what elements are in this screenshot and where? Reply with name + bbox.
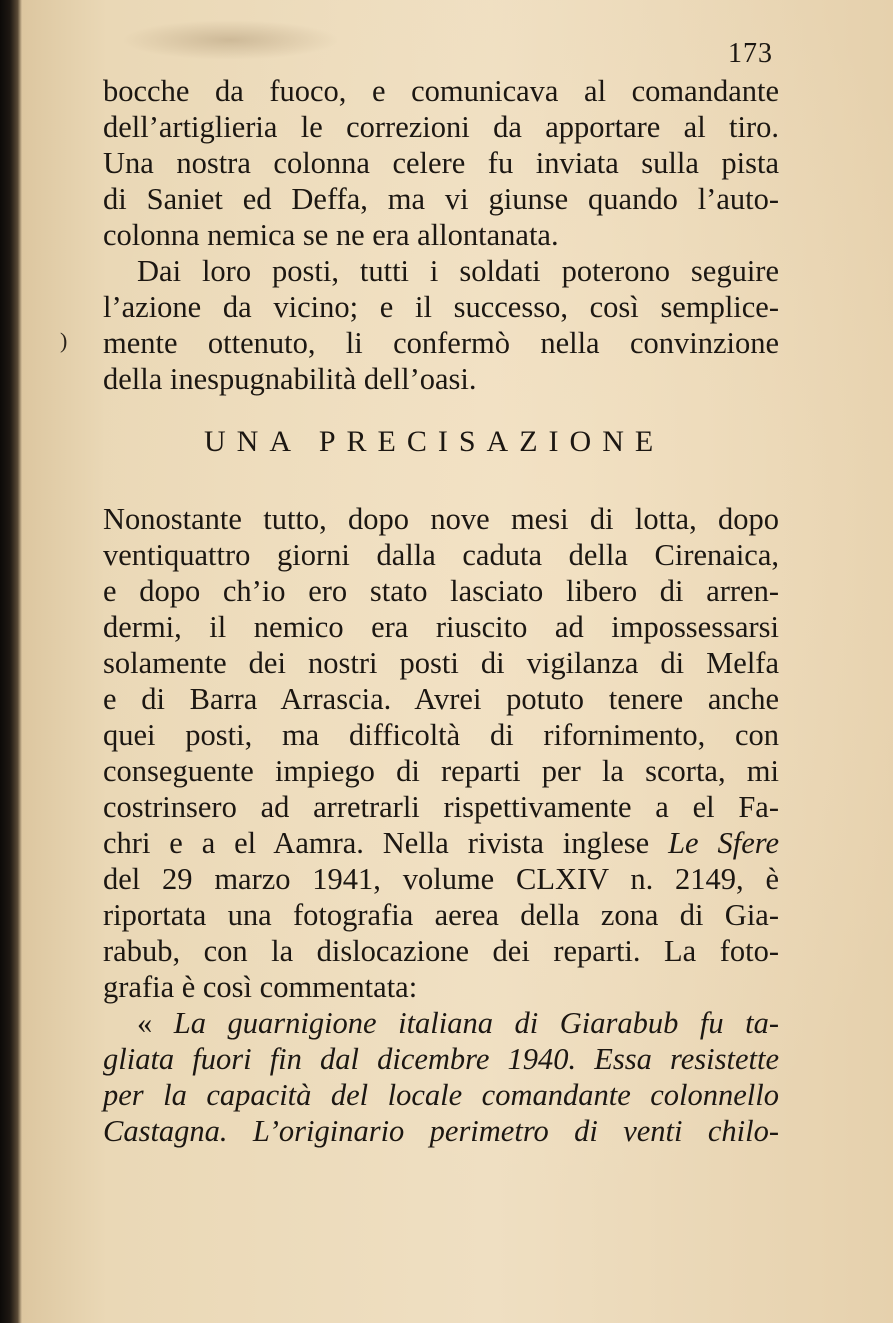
paper-stain <box>120 20 340 60</box>
text-line: dell’artiglieria le correzioni da apportare al tiro. <box>103 110 779 144</box>
italic-title: Le Sfere <box>668 826 780 860</box>
text-segment: chri e a el Aamra. Nella rivista inglese <box>103 826 650 860</box>
text-line: rabub, con la dislocazione dei reparti. La foto- <box>103 934 779 968</box>
quote-line: Castagna. L’originario perimetro di venti chilo- <box>103 1114 779 1148</box>
text-line: dermi, il nemico era riuscito ad impossessarsi <box>103 610 779 644</box>
text-line: e di Barra Arrascia. Avrei potuto tenere anche <box>103 682 779 716</box>
text-line: e dopo ch’io ero stato lasciato libero di arren- <box>103 574 779 608</box>
text-line <box>103 825 779 861</box>
section-heading: UNA PRECISAZIONE <box>204 425 665 458</box>
text-line: costrinsero ad arretrarli rispettivamente a el Fa- <box>103 790 779 824</box>
quote-line <box>103 1005 779 1041</box>
text-line: colonna nemica se ne era allontanata. <box>103 218 559 252</box>
margin-mark: ) <box>60 328 68 353</box>
text-line: Dai loro posti, tutti i soldati poterono seguire <box>137 254 779 288</box>
text-line: Nonostante tutto, dopo nove mesi di lotta, dopo <box>103 502 779 536</box>
text-line: della inespugnabilità dell’oasi. <box>103 362 477 396</box>
text-line: ventiquattro giorni dalla caduta della Cirenaica, <box>103 538 779 572</box>
quote-line: per la capacità del locale comandante colonnello <box>103 1078 779 1112</box>
text-line: del 29 marzo 1941, volume CLXIV n. 2149, è <box>103 862 779 896</box>
text-line: riportata una fotografia aerea della zona di Gia- <box>103 898 779 932</box>
book-spine-shadow <box>0 0 22 1323</box>
text-line: mente ottenuto, li confermò nella convinzione <box>103 326 779 360</box>
quote-line: gliata fuori fin dal dicembre 1940. Essa resistette <box>103 1042 779 1076</box>
quote-text: La guarnigione italiana di Giarabub fu ta- <box>173 1006 779 1040</box>
text-line: grafia è così commentata: <box>103 970 418 1004</box>
quote-open-mark: « <box>137 1006 153 1040</box>
text-line: quei posti, ma difficoltà di rifornimento, con <box>103 718 779 752</box>
text-line: bocche da fuoco, e comunicava al comandante <box>103 74 779 108</box>
text-line: l’azione da vicino; e il successo, così semplice- <box>103 290 779 324</box>
text-line: Una nostra colonna celere fu inviata sulla pista <box>103 146 779 180</box>
text-line: di Saniet ed Deffa, ma vi giunse quando l’auto- <box>103 182 779 216</box>
text-line: solamente dei nostri posti di vigilanza di Melfa <box>103 646 779 680</box>
page-number: 173 <box>728 38 773 69</box>
text-line: conseguente impiego di reparti per la scorta, mi <box>103 754 779 788</box>
